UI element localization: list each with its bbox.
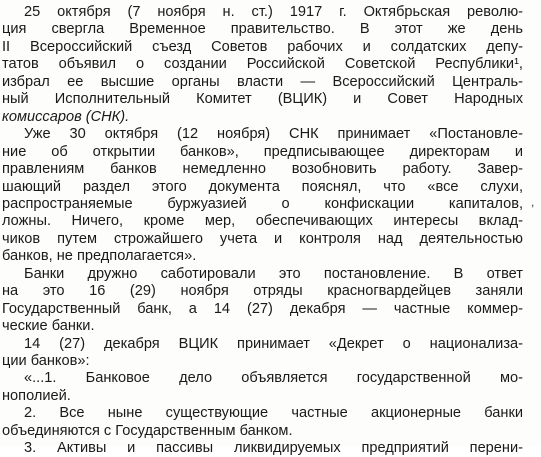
text-line: ция свергла Временное правительство. В этот же день (2, 21, 523, 38)
text-line: комиссаров (СНК). (2, 108, 130, 125)
text-line: чиков путем строжайшего учета и контроля над деятельностью (2, 230, 523, 247)
text-line: Уже 30 октября (12 ноября) СНК принимает «Постановле- (24, 126, 523, 143)
text-line: Государственный банк, а 14 (27) декабря — частные коммер- (2, 300, 523, 317)
text-line: избрал ее высшие органы власти — Всероссийский Централь- (2, 73, 523, 90)
text-line: объединяются с Государственным банком. (2, 422, 293, 439)
text-line: ложны. Ничего, кроме мер, обеспечивающих интересы вклад- (2, 213, 523, 230)
text-line: II Всероссийский съезд Советов рабочих и солдатских депу- (2, 38, 523, 55)
text-line: 2. Все ныне существующие частные акционерные банки (24, 405, 523, 422)
text-line: ние об открытии банков», предписывающее директорам и (2, 143, 523, 160)
margin-mark: , (531, 195, 535, 209)
text-line: правлениям банков немедленно возобновить работу. Завер- (2, 161, 523, 177)
text-line: 25 октября (7 ноября н. ст.) 1917 г. Октябрьская револю- (24, 4, 523, 20)
text-line: 14 (27) декабря ВЦИК принимает «Декрет о национализа- (24, 335, 523, 352)
text-line: ный Исполнительный Комитет (ВЦИК) и Совет Народных (2, 91, 523, 108)
text-line: ческие банки. (2, 318, 95, 335)
text-line: распространяемые буржуазией о конфискации капиталов, (2, 195, 523, 212)
text-line: 3. Активы и пассивы ликвидируемых предприятий перени- (24, 440, 523, 457)
text-line: на это 16 (29) ноября отряды красногвардейцев заняли (2, 283, 523, 300)
text-line: ции банков»: (2, 353, 90, 369)
text-line: банков, не предполагается». (2, 248, 197, 265)
text-line: шающий раздел этого документа пояснял, что «все слухи, (2, 178, 523, 195)
text-line: татов объявил о создании Российской Советской Республики¹, (2, 56, 523, 73)
text-line: «...1. Банковое дело объявляется государственной мо- (24, 370, 523, 387)
text-line: Банки дружно саботировали это постановление. В ответ (24, 265, 523, 282)
text-line: нополией. (2, 387, 71, 404)
